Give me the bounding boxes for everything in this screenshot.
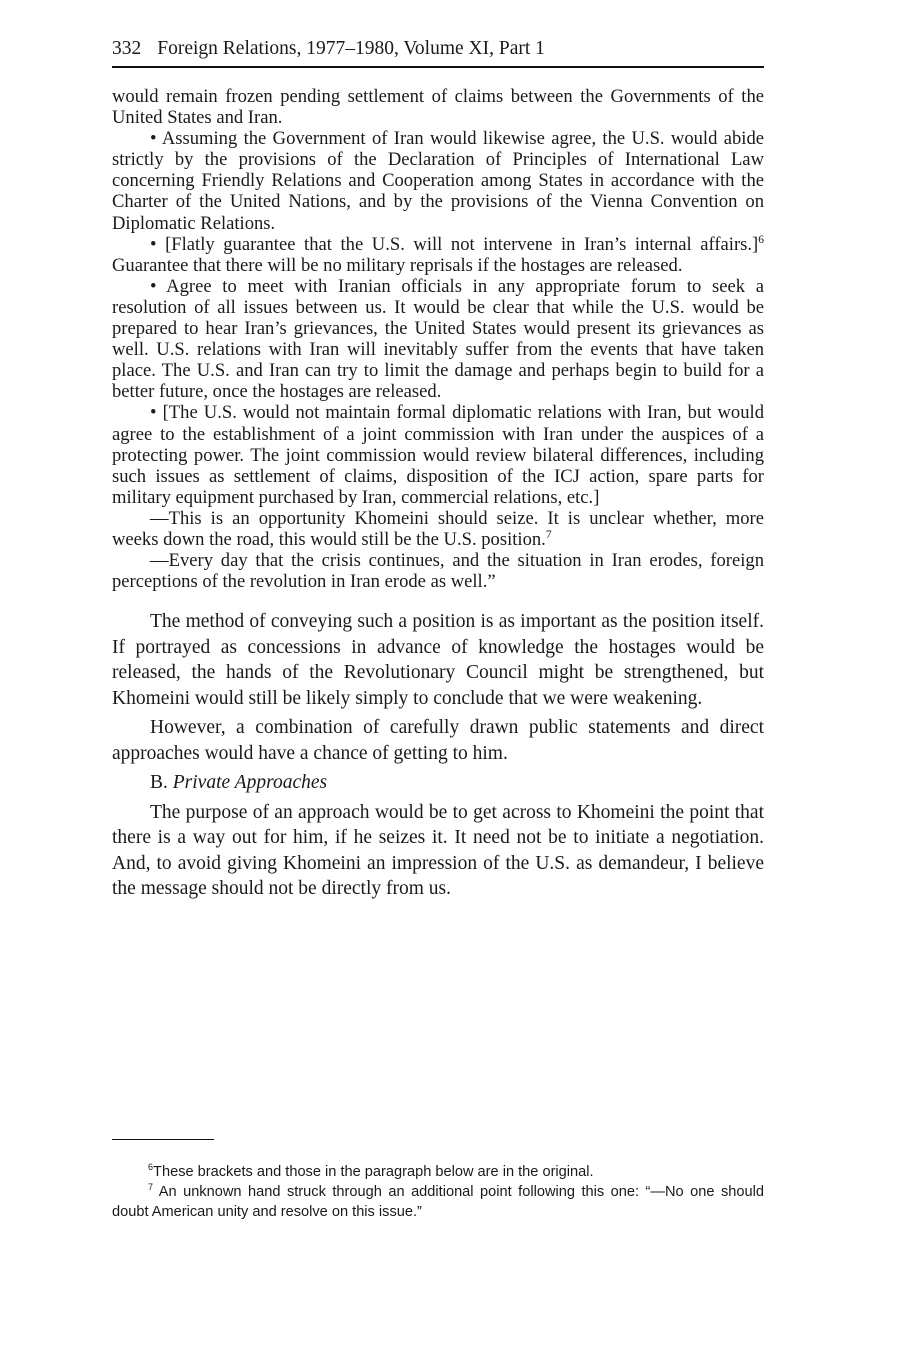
body-paragraph: The method of conveying such a position is as important as the position itself. If portrayed as concessions in advance of knowledge the hostages would be released, the hands of the Revolutionary Council might be strengthened, but Khomeini would still be likely simply to conclude that we were weakening. bbox=[112, 611, 764, 709]
extract-paragraph: • Agree to meet with Iranian officials in any appropriate forum to seek a resolution of all issues between us. It would be clear that while the U.S. would be prepared to hear Iran’s grievances, the United States would present its grievances as well. U.S. relations with Iran will inevitably suffer from the events that have taken place. The U.S. and Iran can try to limit the damage and perhaps begin to build for a better future, once the hostages are released. bbox=[112, 275, 764, 403]
footnote-ref: 7 bbox=[545, 528, 552, 541]
footnote-divider bbox=[112, 1139, 214, 1140]
subheading-letter: B. bbox=[150, 772, 168, 794]
page-number: 332 bbox=[112, 38, 142, 59]
extract-text: Guarantee that there will be no military reprisals if the hostages are released. bbox=[112, 254, 683, 276]
extract-paragraph: • Assuming the Government of Iran would likewise agree, the U.S. would abide strictly by the provisions of the Declaration of Principles of International Law concerning Friendly Relations and Cooperation among States in accordance with the Charter of the United Nations, and by the provisions of the Vienna Convention on Diplomatic Relations. bbox=[112, 128, 764, 234]
extract-paragraph: • [The U.S. would not maintain formal diplomatic relations with Iran, but would agree to the establishment of a joint commission with Iran under the auspices of a protecting power. The joint commission would review bilateral differences, including such issues as settlement of claims, disposition of the ICJ action, spare parts for military equipment purchased by Iran, commercial relations, etc.] bbox=[112, 402, 764, 508]
body-paragraph: The purpose of an approach would be to get across to Khomeini the point that there is a way out for him, if he seizes it. It need not be to initiate a negotiation. And, to avoid giving Khomeini an impression of the U.S. as demandeur, I believe the message should not be directly from us. bbox=[112, 801, 764, 900]
footnote-ref: 6 bbox=[758, 233, 764, 246]
running-title: Foreign Relations, 1977–1980, Volume XI, Part 1 bbox=[157, 38, 545, 59]
extract-text: • [Flatly guarantee that the U.S. will not intervene in Iran’s internal affairs.] bbox=[150, 233, 759, 255]
footnote bbox=[112, 1182, 764, 1222]
body-paragraph: However, a combination of carefully drawn public statements and direct approaches would have a chance of getting to him. bbox=[112, 717, 764, 764]
footnote-number: 7 bbox=[148, 1182, 154, 1193]
document-page bbox=[112, 36, 764, 906]
extract-paragraph: —Every day that the crisis continues, and the situation in Iran erodes, foreign perceptions of the revolution in Iran erode as well.” bbox=[112, 550, 764, 593]
extract-paragraph bbox=[112, 234, 764, 276]
section-subheading bbox=[112, 770, 764, 796]
extract-paragraph: would remain frozen pending settlement of claims between the Governments of the United States and Iran. bbox=[112, 86, 764, 129]
footnotes bbox=[112, 1162, 764, 1222]
running-header bbox=[112, 36, 764, 68]
footnote-text: An unknown hand struck through an additional point following this one: “—No one should doubt American unity and resolve on this issue.” bbox=[112, 1184, 764, 1220]
extract-paragraph bbox=[112, 508, 764, 550]
footnote bbox=[112, 1162, 764, 1182]
quoted-extract bbox=[112, 86, 764, 592]
footnote-text: These brackets and those in the paragraph below are in the original. bbox=[153, 1164, 594, 1180]
body-text bbox=[112, 609, 764, 902]
footnote-number: 6 bbox=[148, 1162, 154, 1173]
extract-text: —This is an opportunity Khomeini should seize. It is unclear whether, more weeks down the road, this would still be the U.S. position. bbox=[112, 507, 764, 550]
subheading-title: Private Approaches bbox=[172, 772, 328, 794]
